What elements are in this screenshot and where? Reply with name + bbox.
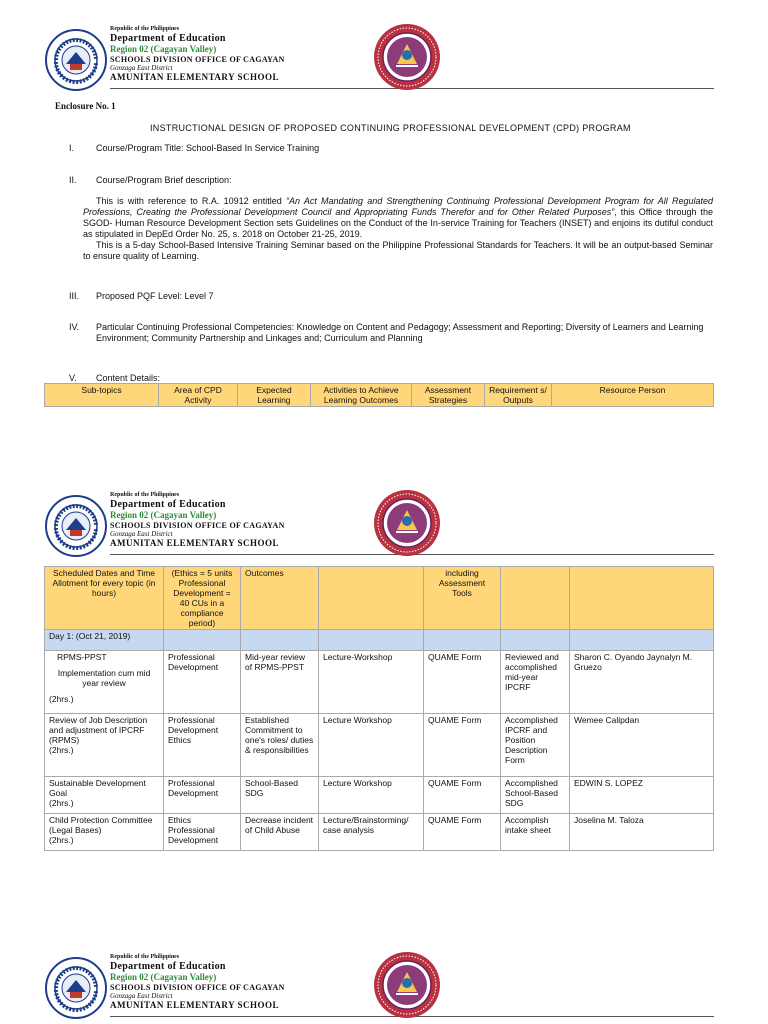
section-iii-text: Proposed PQF Level: Level 7	[96, 291, 214, 301]
republic-line: Republic of the Philippines	[110, 26, 180, 32]
assessment-cell: QUAME Form	[424, 651, 501, 714]
topic-hours: (2hrs.)	[49, 745, 74, 755]
col-resource-person: Resource Person	[552, 384, 714, 407]
section-v-text: Content Details:	[96, 373, 161, 383]
day-cell	[164, 630, 241, 651]
day-cell	[570, 630, 714, 651]
learning-cell: Established Commitment to one's roles/ duties & responsibilities	[241, 714, 319, 777]
assessment-cell: QUAME Form	[424, 814, 501, 851]
topic-subtitle: Implementation cum mid year review	[57, 668, 151, 688]
assessment-cell: QUAME Form	[424, 714, 501, 777]
district-line: Gonzaga East District	[110, 63, 173, 72]
school-seal-icon	[372, 22, 442, 92]
deped-seal-icon	[44, 28, 108, 92]
district-line: Gonzaga East District	[110, 529, 173, 538]
content-table	[44, 566, 714, 851]
person-cell: Wemee Calipdan	[570, 714, 714, 777]
day-cell	[501, 630, 570, 651]
day-cell	[319, 630, 424, 651]
topic-title: RPMS-PPST	[57, 652, 107, 662]
day-cell	[424, 630, 501, 651]
person-cell: EDWIN S. LOPEZ	[570, 777, 714, 814]
department-line: Department of Education	[110, 32, 226, 44]
document-title: INSTRUCTIONAL DESIGN OF PROPOSED CONTINUING PROFESSIONAL DEVELOPMENT (CPD) PROGRAM	[150, 123, 631, 133]
school-line: AMUNITAN ELEMENTARY SCHOOL	[110, 537, 280, 548]
section-v-number: V.	[69, 373, 77, 383]
district-line: Gonzaga East District	[110, 991, 173, 1000]
section-iii-number: III.	[69, 291, 80, 301]
section-i-number: I.	[69, 143, 75, 153]
deped-seal-icon	[44, 956, 108, 1020]
activity-cell: Lecture Workshop	[319, 777, 424, 814]
output-cell: Accomplish intake sheet	[501, 814, 570, 851]
para1-end: , this Office through the SGOD- Human Resource Development Section sets Guidelines on the Conduct of the In-service Training for Teachers (INSET) and enjoins its dutiful conduct as stipulated in DepEd Order No. 25, s. 2018 on October 21-25, 2019.	[83, 207, 713, 239]
section-iv-number: IV.	[69, 322, 80, 332]
table-row	[45, 777, 714, 814]
letterhead	[44, 954, 714, 1022]
day-label: Day 1: (Oct 21, 2019)	[45, 630, 164, 651]
hdr-ethics: (Ethics = 5 units Professional Development = 40 CUs in a compliance period)	[164, 567, 241, 630]
letterhead	[44, 492, 714, 560]
col-expected: Expected Learning	[238, 384, 311, 407]
topic-cell	[45, 714, 164, 777]
topic-title: Review of Job Description and adjustment of IPCRF (RPMS)	[49, 715, 148, 745]
region-line: Region 02 (Cagayan Valley)	[110, 972, 217, 983]
learning-cell: Decrease incident of Child Abuse	[241, 814, 319, 851]
day-cell	[241, 630, 319, 651]
enclosure-label: Enclosure No. 1	[55, 101, 116, 111]
table-row	[45, 651, 714, 714]
person-cell: Joselina M. Taloza	[570, 814, 714, 851]
table-row	[45, 814, 714, 851]
section-i-text: Course/Program Title: School-Based In Service Training	[96, 143, 320, 153]
description-paragraph-1	[83, 196, 713, 240]
hdr-outcomes: Outcomes	[241, 567, 319, 630]
col-area: Area of CPD Activity	[159, 384, 238, 407]
table-header-continued	[45, 567, 714, 630]
area-cell: Professional Development	[164, 651, 241, 714]
topic-hours: (2hrs.)	[49, 835, 74, 845]
area-cell: Professional Development	[164, 777, 241, 814]
department-line: Department of Education	[110, 960, 226, 972]
table-row	[45, 714, 714, 777]
output-cell: Reviewed and accomplished mid-year IPCRF	[501, 651, 570, 714]
para1-start: This is with reference to R.A. 10912 entitled	[96, 196, 286, 206]
topic-hours: (2hrs.)	[49, 798, 74, 808]
topic-title: Child Protection Committee (Legal Bases)	[49, 815, 153, 835]
school-seal-icon	[372, 488, 442, 558]
division-line: SCHOOLS DIVISION OFFICE OF CAGAYAN	[110, 982, 285, 992]
region-line: Region 02 (Cagayan Valley)	[110, 510, 217, 521]
region-line: Region 02 (Cagayan Valley)	[110, 44, 217, 55]
learning-cell: School-Based SDG	[241, 777, 319, 814]
section-ii-text: Course/Program Brief description:	[96, 175, 232, 185]
col-subtopics: Sub-topics	[45, 384, 159, 407]
school-seal-icon	[372, 950, 442, 1020]
day-row	[45, 630, 714, 651]
description-paragraph-2: This is a 5-day School-Based Intensive Training Seminar based on the Philippine Professional Standards for Teachers. It will be an output-based Seminar to ensure quality of Learning.	[83, 240, 713, 261]
deped-seal-icon	[44, 494, 108, 558]
school-line: AMUNITAN ELEMENTARY SCHOOL	[110, 71, 280, 82]
topic-hours: (2hrs.)	[49, 694, 74, 704]
activity-cell: Lecture-Workshop	[319, 651, 424, 714]
section-ii-number: II.	[69, 175, 77, 185]
school-line: AMUNITAN ELEMENTARY SCHOOL	[110, 999, 280, 1010]
department-line: Department of Education	[110, 498, 226, 510]
topic-title: Sustainable Development Goal	[49, 778, 146, 798]
hdr-blank-3	[570, 567, 714, 630]
output-cell: Accomplished School-Based SDG	[501, 777, 570, 814]
area-cell: Professional Development Ethics	[164, 714, 241, 777]
topic-cell	[45, 651, 164, 714]
person-cell: Sharon C. Oyando Jaynalyn M. Gruezo	[570, 651, 714, 714]
hdr-dates: Scheduled Dates and Time Allotment for every topic (in hours)	[45, 567, 164, 630]
output-cell: Accomplished IPCRF and Position Description Form	[501, 714, 570, 777]
assessment-cell: QUAME Form	[424, 777, 501, 814]
ra-title: “An Act Mandating and Strengthening Continuing Professional Development Program for All Regulated Professions, Creating the Professional Development Council and Appropriating Funds Therefor and for Other Related Purposes”	[83, 196, 713, 217]
col-activities: Activities to Achieve Learning Outcomes	[311, 384, 412, 407]
hdr-tools: including Assessment Tools	[424, 567, 501, 630]
division-line: SCHOOLS DIVISION OFFICE OF CAGAYAN	[110, 520, 285, 530]
hdr-blank-2	[501, 567, 570, 630]
activity-cell: Lecture/Brainstorming/ case analysis	[319, 814, 424, 851]
col-assessment: Assessment Strategies	[412, 384, 485, 407]
content-table-header	[44, 383, 714, 407]
activity-cell: Lecture Workshop	[319, 714, 424, 777]
area-cell: Ethics Professional Development	[164, 814, 241, 851]
hdr-blank-1	[319, 567, 424, 630]
letterhead	[44, 26, 714, 94]
learning-cell: Mid-year review of RPMS-PPST	[241, 651, 319, 714]
section-iv-text: Particular Continuing Professional Competencies: Knowledge on Content and Pedagogy; Assessment and Reporting; Diversity of Learners and Learning Environment; Community Partnership and Linkages and; Curriculum and Planning	[96, 322, 704, 343]
division-line: SCHOOLS DIVISION OFFICE OF CAGAYAN	[110, 54, 285, 64]
topic-cell	[45, 814, 164, 851]
col-requirements: Requirement s/ Outputs	[485, 384, 552, 407]
republic-line: Republic of the Philippines	[110, 954, 180, 960]
republic-line: Republic of the Philippines	[110, 492, 180, 498]
topic-cell	[45, 777, 164, 814]
